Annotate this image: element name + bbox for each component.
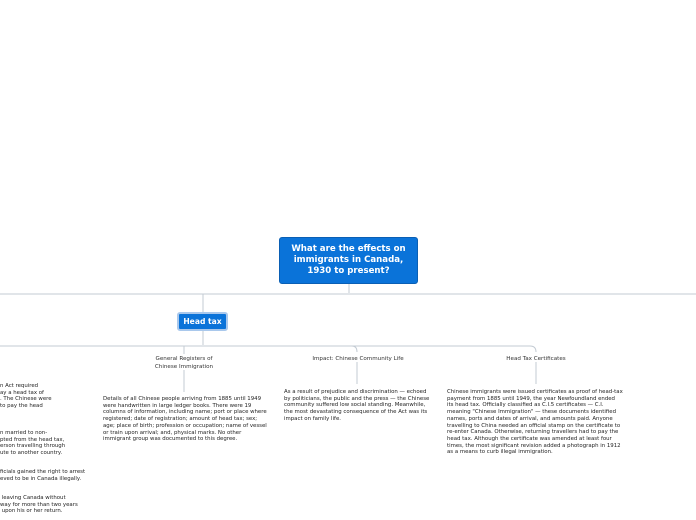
subtopic-label: Head Tax Certificates (506, 356, 566, 362)
subtopic-head-tax-certificates[interactable] (495, 356, 577, 364)
note-impact: As a result of prejudice and discrimination — echoed by politicians, the public and the press — the Chinese community suffered low social standing. Meanwhile, the most devastating consequence of the Act was its impact on family life. (284, 389, 430, 422)
main-topic-head-tax[interactable] (177, 312, 228, 331)
connector-subtopic-rail (0, 346, 536, 352)
central-topic[interactable] (279, 237, 418, 284)
note-general-registers: Details of all Chinese people arriving from 1885 until 1949 were handwritten in large ledger books. There were 19 columns of information, including name; port or place where registered; date of registration; amount of head tax; sex; age; place of birth; profession or occupation; name of vessel or train upon arrival; and, physical marks. No other immigrant group was documented to this degree. (103, 396, 267, 443)
subtopic-label: General Registers of Chinese Immigration (154, 356, 214, 370)
note-left-arrest: ficials gained the right to arrest eved to be in Canada illegally. (0, 469, 86, 482)
central-topic-label: What are the effects on immigrants in Canada, 1930 to present? (291, 244, 406, 276)
note-left-leaving: leaving Canada without way for more than two years upon his or her return. (0, 495, 78, 515)
note-left-exemptions: n married to non- pted from the head tax, erson travelling through ute to another country. (0, 430, 66, 457)
connector-to-impact (352, 346, 357, 352)
subtopic-general-registers[interactable] (150, 356, 218, 371)
note-head-tax-certificates: Chinese immigrants were issued certificates as proof of head-tax payment from 1885 until 1949, the year Newfoundland ended its head tax. Officially classified as C.I.5 certificates — C.I. meaning "Chinese Immigration" — these documents identified names, ports and dates of arrival, and amounts paid. Anyone travelling to China needed an official stamp on the certificate to re-enter Canada. Otherwise, returning travellers had to pay the head tax. Although the certificate was amended at least four times, the most significant revision added a photograph in 1912 as a means to curb illegal immigration. (447, 389, 623, 456)
subtopic-label: Impact: Chinese Community Life (312, 356, 404, 362)
main-topic-label: Head tax (183, 317, 222, 326)
subtopic-impact[interactable] (307, 356, 409, 364)
note-left-head-tax-act: n Act required ay a head tax of . The Chinese were to pay the head (0, 383, 52, 410)
